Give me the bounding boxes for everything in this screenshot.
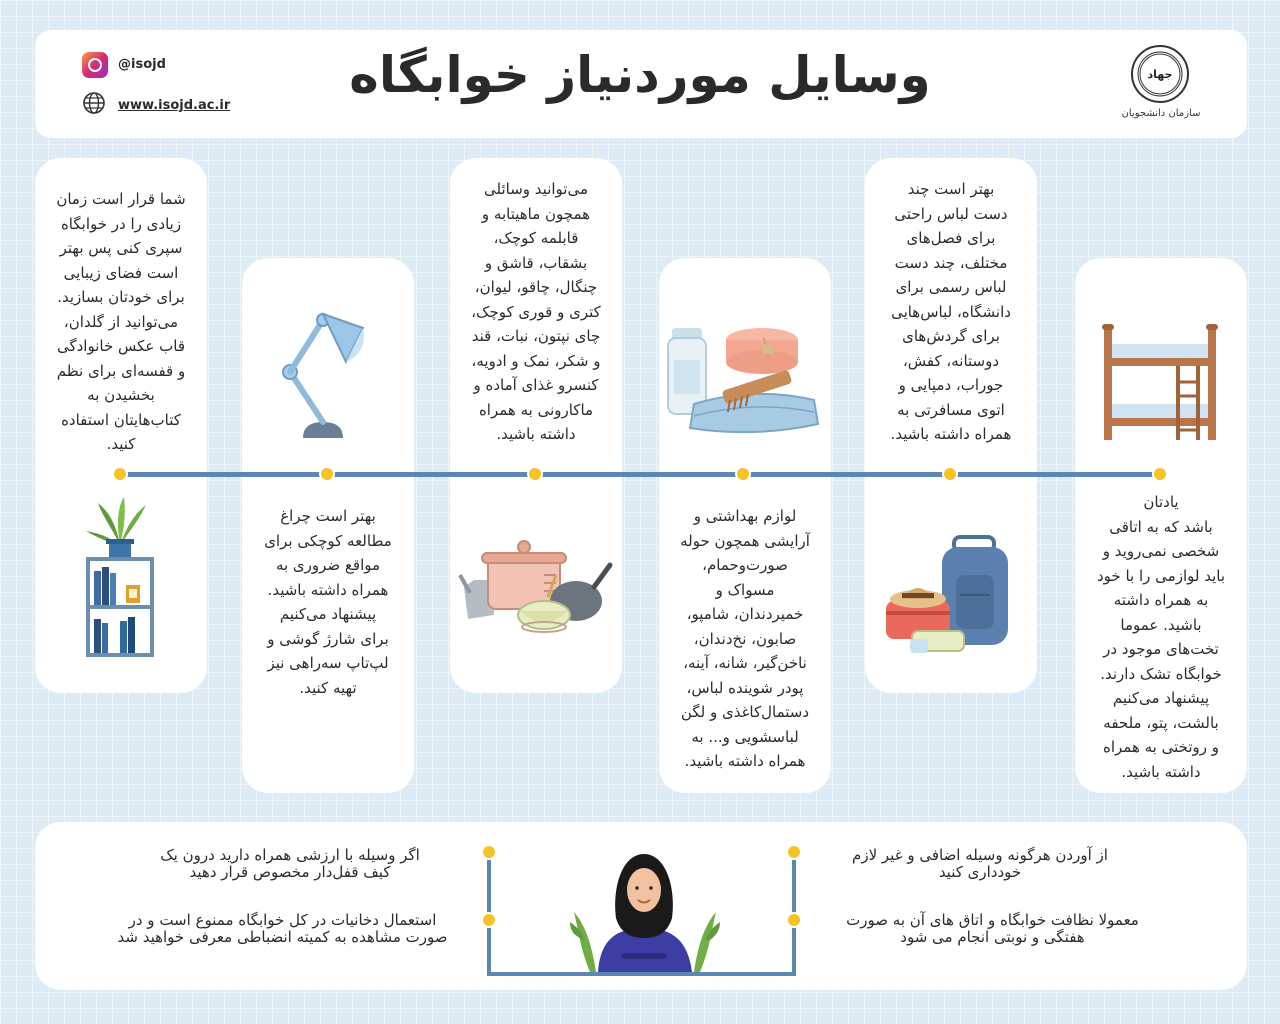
luggage-icon	[880, 535, 1020, 655]
card-kitchen-text: می‌توانید وسائلی همچون ماهیتابه و قابلمه کوچک، بشقاب، قاشق و چنگال، چاقو، لیوان، کتری و قوری کوچک، چای نپتون، نبات، قند و شکر، نمک و ادویه، کنسرو غذای آماده و ماکارونی به همراه داشته باشید.	[471, 180, 601, 443]
connector-line	[487, 972, 796, 976]
desk-lamp-icon	[268, 300, 388, 442]
timeline-dot	[735, 466, 751, 482]
card-bedding-text: یادتان باشد که به اتاقی شخصی نمی‌روید و باید لوازمی را با خود به همراه داشته باشید. عموما تخت‌های موجود در خوابگاه تشک دارند. پیشنهاد می‌کنیم بالشت، پتو، ملحفه و روتختی به همراه داشته باشید.	[1097, 493, 1225, 781]
card-lamp-text: بهتر است چراغ مطالعه کوچکی برای مواقع ضروری به همراه داشته باشید. پیشنهاد می‌کنیم برای شارژ گوشی و لپ‌تاپ سه‌راهی نیز تهیه کنید.	[264, 507, 392, 697]
timeline-dot	[1152, 466, 1168, 482]
instagram-icon[interactable]	[82, 52, 108, 78]
tip-lockable-bag: اگر وسیله با ارزشی همراه دارید درون یک کیف قفل‌دار مخصوص قرار دهید	[160, 846, 420, 881]
tip-no-extra-items: از آوردن هرگونه وسیله اضافی و غیر لازم خودداری کنید	[852, 846, 1108, 881]
card-decor-text: شما قرار است زمان زیادی را در خوابگاه سپری کنی پس بهتر است فضای زیبایی برای خودتان بسازید. می‌توانید از گلدان، قاب عکس خانوادگی و قفسه‌ای برای نظم بخشیدن به کتاب‌هایتان استفاده کنید.	[56, 190, 186, 453]
svg-text:جهاد: جهاد	[1147, 68, 1173, 81]
timeline-line	[120, 472, 1162, 477]
tip-dot	[481, 844, 497, 860]
instagram-handle[interactable]: @isojd	[118, 57, 166, 72]
cookware-icon	[458, 535, 613, 635]
website-link[interactable]: www.isojd.ac.ir	[118, 98, 231, 113]
timeline-dot	[942, 466, 958, 482]
timeline-dot	[527, 466, 543, 482]
globe-icon	[82, 91, 106, 115]
logo-caption: سازمان دانشجویان	[1121, 108, 1201, 119]
bookshelf-plant-icon	[80, 495, 160, 660]
bunk-bed-icon	[1098, 322, 1223, 442]
tip-dot	[786, 844, 802, 860]
timeline-dot	[319, 466, 335, 482]
card-hygiene-text: لوازم بهداشتی و آرایشی همچون حوله صورت‌وحمام، مسواک و خمیردندان، شامپو، صابون، نخ‌دندان، ناخن‌گیر، شانه، آینه، پودر شوینده لباس، دستمال‌کاغذی و لگن لباسشویی و... به همراه داشته باشید.	[680, 507, 810, 770]
student-figure-icon	[570, 848, 720, 972]
tip-dot	[786, 912, 802, 928]
toiletries-icon	[664, 320, 824, 445]
jahad-logo	[1130, 44, 1190, 104]
page-title: وسایل موردنیاز خوابگاه	[349, 46, 931, 104]
tip-dot	[481, 912, 497, 928]
timeline-dot	[112, 466, 128, 482]
tip-no-smoking: استعمال دخانیات در کل خوابگاه ممنوع است و در صورت مشاهده به کمیته انضباطی معرفی خواهید شد	[117, 911, 448, 946]
card-clothes-text: بهتر است چند دست لباس راحتی برای فصل‌های مختلف، چند دست لباس رسمی برای دانشگاه، لباس‌هایی برای گردش‌های دوستانه، کفش، جوراب، دمپایی و اتوی مسافرتی به همراه داشته باشید.	[890, 180, 1012, 443]
tip-weekly-cleaning: معمولا نظافت خوابگاه و اتاق های آن به صورت هفتگی و نوبتی انجام می شود	[846, 911, 1139, 946]
